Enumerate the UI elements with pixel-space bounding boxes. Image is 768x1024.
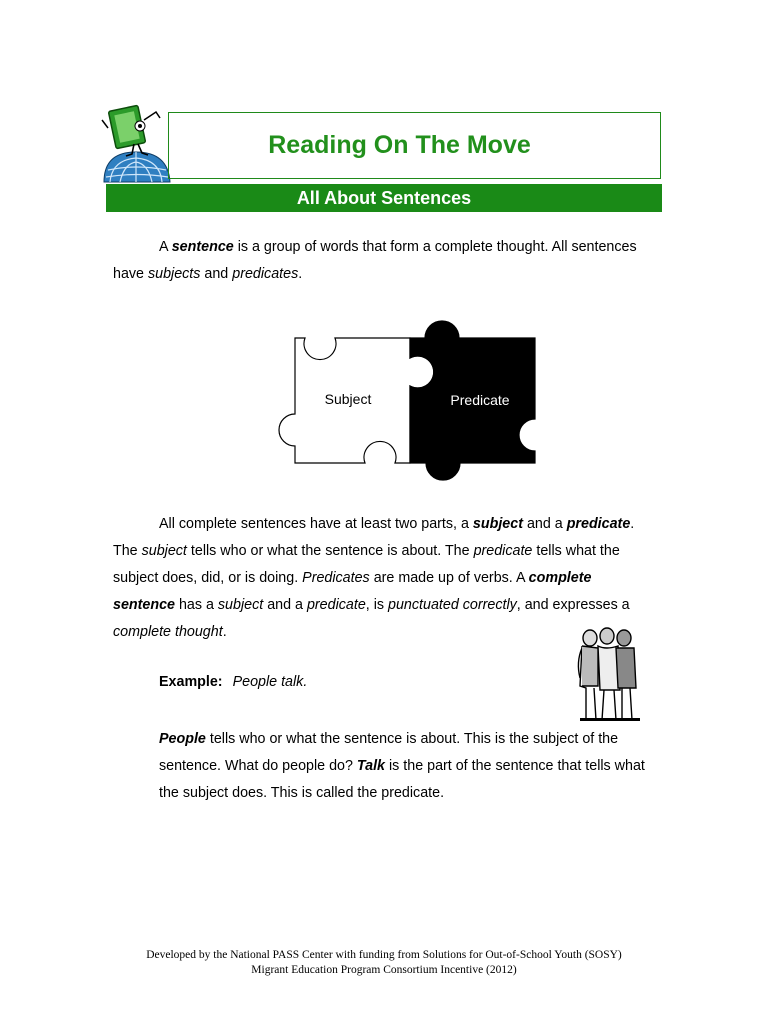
page-title: Reading On The Move [268, 131, 531, 159]
predicate-label: Predicate [450, 392, 510, 408]
explanation-paragraph: People tells who or what the sentence is about. This is the subject of the sentence. What do people do? Talk is the part of the sentence that tells what the subject does. This is called the predicate. [159, 731, 645, 801]
book-character-icon [102, 105, 160, 156]
intro-paragraph: A sentence is a group of words that form a complete thought. All sentences have subjects and predicates. [113, 239, 637, 282]
footer [0, 948, 768, 978]
title-box [168, 112, 661, 179]
section-banner [106, 184, 662, 212]
globe-icon [104, 152, 170, 182]
subject-label: Subject [324, 391, 372, 407]
example-label: Example: [159, 674, 223, 690]
example-line [159, 674, 307, 690]
predicate-piece [410, 321, 535, 480]
banner-title: All About Sentences [296, 187, 472, 208]
example-text: People talk. [232, 674, 308, 690]
footer-line-1: Developed by the National PASS Center with funding from Solutions for Out-of-School Youth (SOSY) [146, 949, 622, 961]
book-on-globe-logo [100, 98, 174, 184]
footer-line-2: Migrant Education Program Consortium Incentive (2012) [251, 964, 517, 976]
puzzle-graphic [244, 290, 540, 508]
term-sentence: sentence [171, 239, 234, 255]
people-talking-illustration [574, 626, 648, 722]
parts-paragraph: All complete sentences have at least two parts, a subject and a predicate. The subject tells who or what the sentence is about. The predicate tells what the subject does, did, or is doing. Predicates are made up of verbs. A complete sentence has a subject and a predicate, is punctuated correctly, and expresses a complete thought. [113, 516, 635, 640]
